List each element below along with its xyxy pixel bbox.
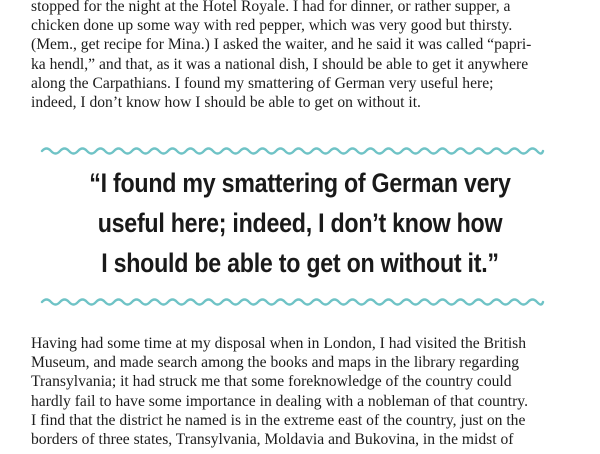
text-line: Transylvania; it had struck me that some foreknowledge of the country could (31, 373, 512, 391)
wave-divider-top (40, 145, 545, 157)
text-line: along the Carpathians. I found my smattering of German very useful here; (31, 74, 494, 92)
pull-quote-line: I should be able to get on without it.” (101, 248, 499, 278)
text-line: borders of three states, Transylvania, Moldavia and Bukovina, in the midst of (31, 430, 514, 448)
paragraph-bottom (31, 334, 569, 449)
text-line: indeed, I don’t know how I should be able to get on without it. (31, 93, 421, 111)
text-line: I find that the district he named is in the extreme east of the country, just on the (31, 411, 526, 429)
pull-quote-line: “I found my smattering of German very (89, 168, 511, 198)
pull-quote-line: useful here; indeed, I don’t know how (97, 208, 503, 238)
pull-quote (40, 163, 560, 283)
text-line: stopped for the night at the Hotel Royale. I had for dinner, or rather supper, a (31, 0, 511, 15)
text-line: Having had some time at my disposal when in London, I had visited the British (31, 335, 527, 352)
text-line: hardly fail to have some importance in dealing with a nobleman of that country. (31, 392, 528, 410)
wave-divider-bottom (40, 296, 545, 308)
text-line: (Mem., get recipe for Mina.) I asked the waiter, and he said it was called “papri- (31, 36, 532, 54)
text-line: ka hendl,” and that, as it was a national dish, I should be able to get it anywhere (31, 55, 529, 73)
text-line: chicken done up some way with red pepper, which was very good but thirsty. (31, 17, 513, 35)
text-line: Museum, and made search among the books and maps in the library regarding (31, 354, 520, 372)
paragraph-top (31, 0, 569, 112)
